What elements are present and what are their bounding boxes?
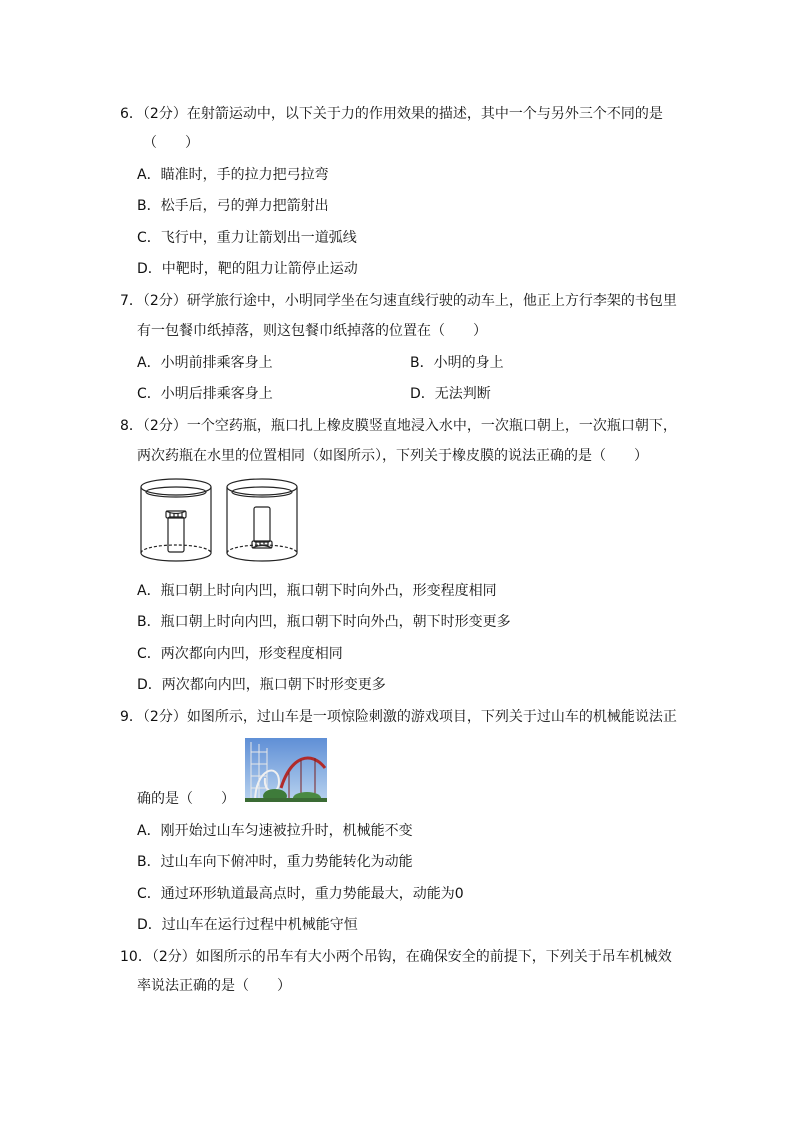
beaker-upright (141, 479, 211, 561)
q7-option-b: B．小明的身上 (410, 355, 504, 371)
q6-option-a: A．瞄准时，手的拉力把弓拉弯 (137, 167, 329, 183)
q7-option-c: C．小明后排乘客身上 (137, 386, 273, 402)
q8-stem-line-2: 两次药瓶在水里的位置相同（如图所示），下列关于橡皮膜的说法正确的是（ ） (137, 448, 648, 464)
q6-stem-line-1: 6．（2分）在射箭运动中，以下关于力的作用效果的描述，其中一个与另外三个不同的是 (120, 106, 663, 122)
q9-stem-line-1: 9．（2分）如图所示，过山车是一项惊险刺激的游戏项目，下列关于过山车的机械能说法正 (120, 709, 677, 725)
beaker-inverted (227, 479, 297, 561)
q8-stem-line-1: 8．（2分）一个空药瓶，瓶口扎上橡皮膜竖直地浸入水中，一次瓶口朝上，一次瓶口朝下， (120, 418, 677, 434)
q7-stem-line-2: 有一包餐巾纸掉落，则这包餐巾纸掉落的位置在（ ） (137, 323, 487, 339)
q6-stem-line-2: （ ） (143, 135, 199, 151)
q6-option-c: C．飞行中，重力让箭划出一道弧线 (137, 230, 357, 246)
q8-bottle-figure (137, 475, 302, 567)
q10-stem-line-2: 率说法正确的是（ ） (137, 978, 291, 994)
q9-stem-line-2: 确的是（ ） (137, 791, 235, 807)
q9-option-c: C．通过环形轨道最高点时，重力势能最大，动能为0 (137, 886, 464, 902)
roller-coaster-photo (245, 738, 327, 802)
q10-stem-line-1: 10．（2分）如图所示的吊车有大小两个吊钩，在确保安全的前提下，下列关于吊车机械效 (120, 949, 672, 965)
q8-option-a: A．瓶口朝上时向内凹，瓶口朝下时向外凸，形变程度相同 (137, 583, 497, 599)
q9-option-a: A．刚开始过山车匀速被拉升时，机械能不变 (137, 823, 413, 839)
q9-option-d: D．过山车在运行过程中机械能守恒 (137, 917, 358, 933)
q7-option-d: D．无法判断 (410, 386, 491, 402)
q6-option-b: B．松手后，弓的弹力把箭射出 (137, 198, 329, 214)
q7-stem-line-1: 7．（2分）研学旅行途中，小明同学坐在匀速直线行驶的动车上，他正上方行李架的书包里 (120, 293, 677, 309)
q8-option-b: B．瓶口朝上时向内凹，瓶口朝下时向外凸，朝下时形变更多 (137, 614, 511, 630)
q8-option-c: C．两次都向内凹，形变程度相同 (137, 646, 343, 662)
q8-option-d: D．两次都向内凹，瓶口朝下时形变更多 (137, 677, 386, 693)
q9-option-b: B．过山车向下俯冲时，重力势能转化为动能 (137, 854, 413, 870)
q7-option-a: A．小明前排乘客身上 (137, 355, 273, 371)
q6-option-d: D．中靶时，靶的阻力让箭停止运动 (137, 261, 358, 277)
